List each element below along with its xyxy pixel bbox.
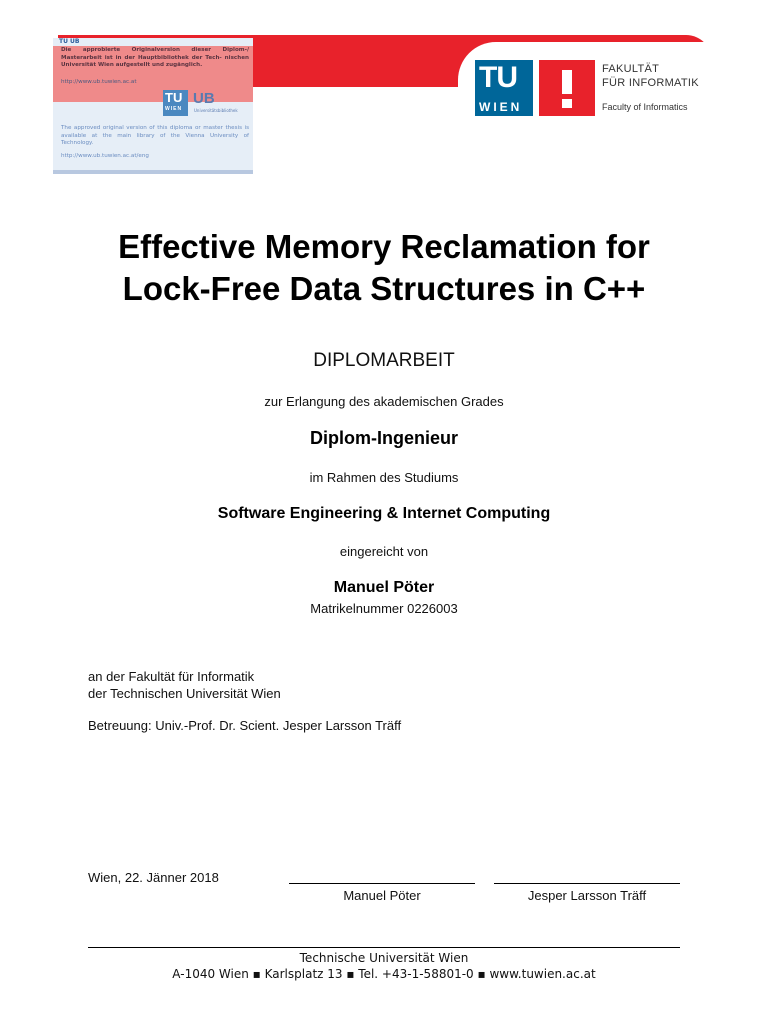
faculty-label-en: Faculty of Informatics [602,102,688,112]
degree-intro: zur Erlangung des akademischen Grades [264,394,504,409]
stamp-wien-text: WIEN [165,106,183,112]
document-type: DIPLOMARBEIT [313,350,455,371]
matrikel-number: Matrikelnummer 0226003 [310,601,458,616]
place-date: Wien, 22. Jänner 2018 [88,870,219,885]
stamp-text-de: Die approbierte Originalversion dieser Diplom-/ Masterarbeit ist in der Hauptbibliothek der Tech- nischen Universität Wien aufgestellt und zugänglich. [61,47,249,69]
faculty-label-2: FÜR INFORMATIK [602,77,699,89]
footer-address: A-1040 Wien ▪ Karlsplatz 13 ▪ Tel. +43-1-58801-0 ▪ www.tuwien.ac.at [172,967,596,981]
stamp-mini-logo: TU UB [59,38,80,45]
exclamation-dot [562,99,572,108]
stamp-url-de[interactable]: http://www.ub.tuwien.ac.at [61,79,137,85]
signature-line-author [289,883,475,884]
study-intro: im Rahmen des Studiums [309,470,459,485]
faculty-info-line-2: der Technischen Universität Wien [88,686,281,701]
footer-university: Technische Universität Wien [299,951,469,965]
stamp-tu-logo [163,90,188,116]
thesis-title [0,226,768,310]
tu-wien-logo [475,60,533,116]
faculty-label-1: FAKULTÄT [602,63,660,75]
faculty-info-line-1: an der Fakultät für Informatik [88,669,255,684]
stamp-ub-subtitle: Universitätsbibliothek [194,108,238,113]
wien-logo-text: WIEN [479,100,523,114]
footer-divider [88,947,680,948]
submitted-by: eingereicht von [339,544,429,559]
signature-line-supervisor [494,883,680,884]
title-line-2: Lock-Free Data Structures in C++ [122,270,646,307]
stamp-text-en: The approved original version of this diploma or master thesis is available at the main library of the Vienna University of Technology. [61,125,249,147]
study-program: Software Engineering & Internet Computing [217,505,551,522]
tu-logo-text: TU [479,61,517,94]
exclamation-bar [562,70,572,94]
faculty-info [88,668,281,702]
signature-author: Manuel Pöter [343,888,421,903]
title-line-1: Effective Memory Reclamation for [118,228,650,265]
supervision: Betreuung: Univ.-Prof. Dr. Scient. Jesper Larsson Träff [88,718,402,733]
stamp-url-en[interactable]: http://www.ub.tuwien.ac.at/eng [61,153,149,159]
stamp-ub-logo: UB [193,90,215,107]
stamp-bottom-bar [53,170,253,174]
stamp-tu-text: TU [165,90,183,105]
informatics-logo-icon [539,60,595,116]
degree-name: Diplom-Ingenieur [310,428,458,448]
signature-supervisor: Jesper Larsson Träff [527,888,647,903]
library-stamp [53,38,253,174]
author-name: Manuel Pöter [333,579,435,596]
